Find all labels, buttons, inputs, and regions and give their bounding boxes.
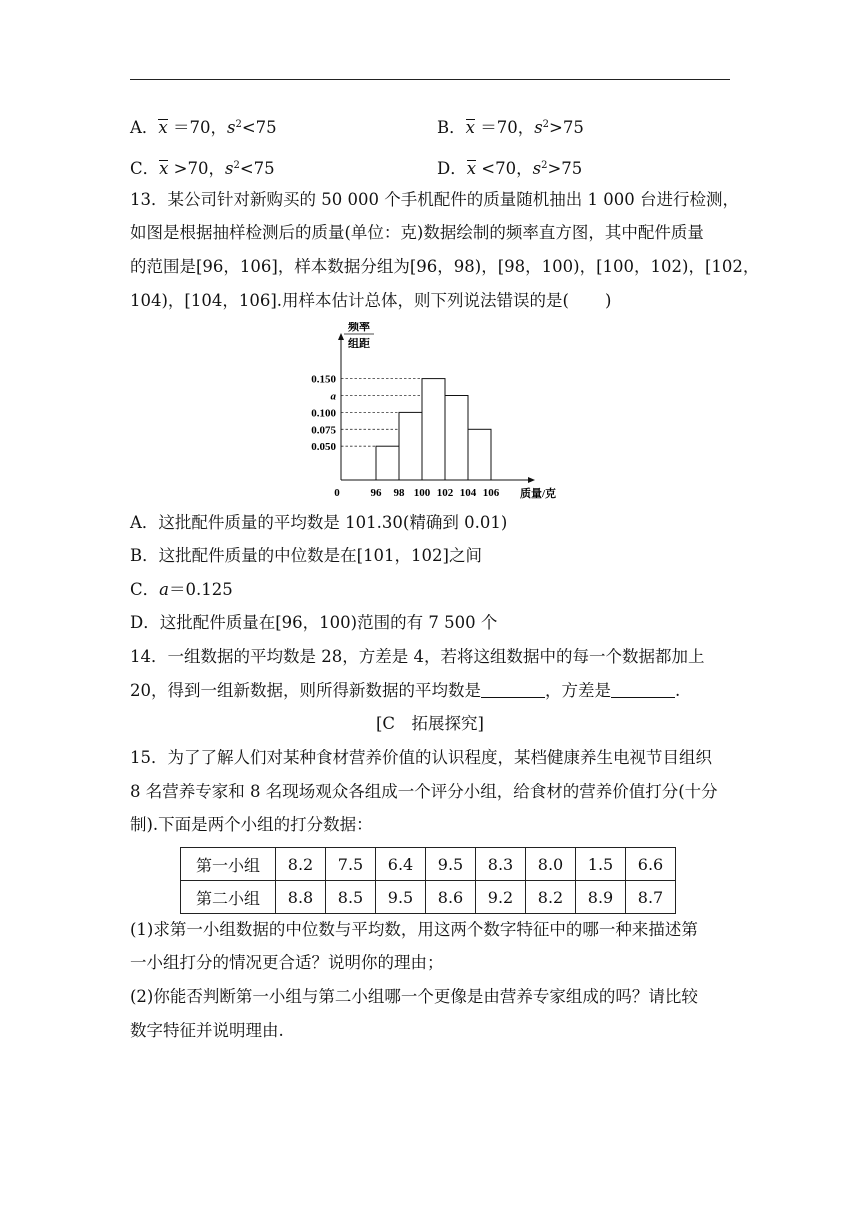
y-tick-label: a <box>330 390 336 403</box>
score-cell: 8.2 <box>526 881 576 914</box>
score-cell: 8.7 <box>626 881 676 914</box>
score-cell: 7.5 <box>326 848 376 881</box>
q13-option-d: D．这批配件质量在[96，100)范围的有 7 500 个 <box>130 613 498 632</box>
header-rule <box>130 79 730 80</box>
q15-part-1-line-1: (1)求第一小组数据的中位数与平均数，用这两个数字特征中的哪一种来描述第 <box>130 920 698 939</box>
y-tick-label: 0.075 <box>311 424 336 437</box>
histogram-bar <box>376 446 399 480</box>
option-label: A． <box>130 118 159 137</box>
answer-blank-variance <box>611 681 675 698</box>
score-cell: 1.5 <box>576 848 626 881</box>
exponent: 2 <box>541 160 548 171</box>
q15-line-2: 8 名营养专家和 8 名现场观众各组成一个评分小组，给食材的营养价值打分(十分 <box>130 782 718 801</box>
y-tick-label: 0.050 <box>311 441 336 454</box>
score-cell: 9.5 <box>376 881 426 914</box>
option-text: ＝0.125 <box>168 580 233 599</box>
section-title: [C 拓展探究] <box>376 714 484 733</box>
x-axis-label: 质量/克 <box>520 488 557 500</box>
q15-part-1-line-2: 一小组打分的情况更合适？说明你的理由； <box>130 953 444 972</box>
score-cell: 6.4 <box>376 848 426 881</box>
option-label: C． <box>130 159 160 178</box>
x-tick-label: 106 <box>482 487 500 499</box>
y-tick-label: 0.150 <box>311 373 336 386</box>
score-cell: 9.5 <box>426 848 476 881</box>
score-cell: 8.5 <box>326 881 376 914</box>
q14-text: . <box>675 681 681 700</box>
variance-symbol: s <box>225 159 234 178</box>
x-bar: x <box>465 118 475 137</box>
origin-label: 0 <box>334 487 340 499</box>
variable-a: a <box>159 580 169 599</box>
q13-option-a: A．这批配件质量的平均数是 101.30(精确到 0.01) <box>130 513 508 532</box>
option-text: ＝70， <box>167 118 227 137</box>
histogram-bar <box>399 412 422 480</box>
q13-option-c <box>130 579 730 601</box>
frequency-histogram <box>296 322 586 504</box>
option-text: <75 <box>239 159 275 178</box>
x-tick-label: 98 <box>393 487 405 499</box>
group-name: 第二小组 <box>181 881 276 914</box>
q13-option-b: B．这批配件质量的中位数是在[101，102]之间 <box>130 546 482 565</box>
q15-line-3: 制).下面是两个小组的打分数据： <box>130 815 373 834</box>
score-cell: 8.9 <box>576 881 626 914</box>
y-tick-label: 0.100 <box>311 407 336 420</box>
answer-blank-mean <box>481 681 545 698</box>
q15-part-2-line-2: 数字特征并说明理由. <box>130 1021 284 1040</box>
option-text: >75 <box>549 118 584 137</box>
q13-line-3: 的范围是[96，106]，样本数据分组为[96，98)，[98，100)，[100，102)，[102， <box>130 257 760 276</box>
exponent: 2 <box>235 119 242 130</box>
score-cell: 8.6 <box>426 881 476 914</box>
x-tick-label: 102 <box>436 487 454 499</box>
score-cell: 8.2 <box>276 848 326 881</box>
q13-line-2: 如图是根据抽样检测后的质量(单位：克)数据绘制的频率直方图，其中配件质量 <box>130 223 704 242</box>
score-cell: 8.3 <box>476 848 526 881</box>
x-tick-label: 100 <box>413 487 431 499</box>
histogram-bar <box>468 429 491 480</box>
exponent: 2 <box>542 119 550 130</box>
y-axis-label-numerator: 频率 <box>348 322 370 333</box>
score-table <box>180 847 676 914</box>
q12-option-d <box>437 155 582 180</box>
x-bar: x <box>159 159 169 178</box>
histogram-bar <box>422 379 445 480</box>
score-cell: 8.8 <box>276 881 326 914</box>
q13-stem-end: 104)，[104，106].用样本估计总体，则下列说法错误的是( <box>130 291 569 310</box>
q15-part-2-line-1: (2)你能否判断第一小组与第二小组哪一个更像是由营养专家组成的吗？请比较 <box>130 987 698 1006</box>
x-tick-label: 96 <box>370 487 382 499</box>
answer-paren: ) <box>604 291 612 310</box>
option-text: >75 <box>547 159 583 178</box>
x-tick-label: 104 <box>459 487 477 499</box>
q12-option-a <box>130 114 277 139</box>
exponent: 2 <box>233 160 240 171</box>
q13-line-1: 13．某公司针对新购买的 50 000 个手机配件的质量随机抽出 1 000 台进行检测， <box>130 190 739 209</box>
group-name: 第一小组 <box>181 848 276 881</box>
q14-text: 20，得到一组新数据，则所得新数据的平均数是 <box>130 681 481 700</box>
q14-text: ，方差是 <box>545 681 611 700</box>
q14-line-2 <box>130 680 730 702</box>
q12-option-c <box>130 155 275 180</box>
option-label: B． <box>437 118 466 137</box>
variance-symbol: s <box>532 159 542 178</box>
option-label: D． <box>437 159 467 178</box>
q12-option-b <box>437 114 584 139</box>
q15-line-1: 15．为了了解人们对某种食材营养价值的认识程度，某档健康养生电视节目组织 <box>130 748 712 767</box>
variance-symbol: s <box>534 118 543 137</box>
score-cell: 6.6 <box>626 848 676 881</box>
x-bar: x <box>158 118 168 137</box>
histogram-bar <box>445 396 468 481</box>
option-text: >70， <box>168 159 226 178</box>
y-axis-label-denominator: 组距 <box>348 338 370 350</box>
score-cell: 9.2 <box>476 881 526 914</box>
table-row <box>181 881 676 914</box>
option-text: <70， <box>476 159 533 178</box>
variance-symbol: s <box>226 118 236 137</box>
q13-line-4 <box>130 290 730 312</box>
option-text: <75 <box>241 118 277 137</box>
option-label: C． <box>130 580 160 599</box>
option-text: ＝70， <box>474 118 535 137</box>
q14-line-1: 14．一组数据的平均数是 28，方差是 4，若将这组数据中的每一个数据都加上 <box>130 647 705 666</box>
x-bar: x <box>466 159 477 178</box>
table-row <box>181 848 676 881</box>
score-cell: 8.0 <box>526 848 576 881</box>
